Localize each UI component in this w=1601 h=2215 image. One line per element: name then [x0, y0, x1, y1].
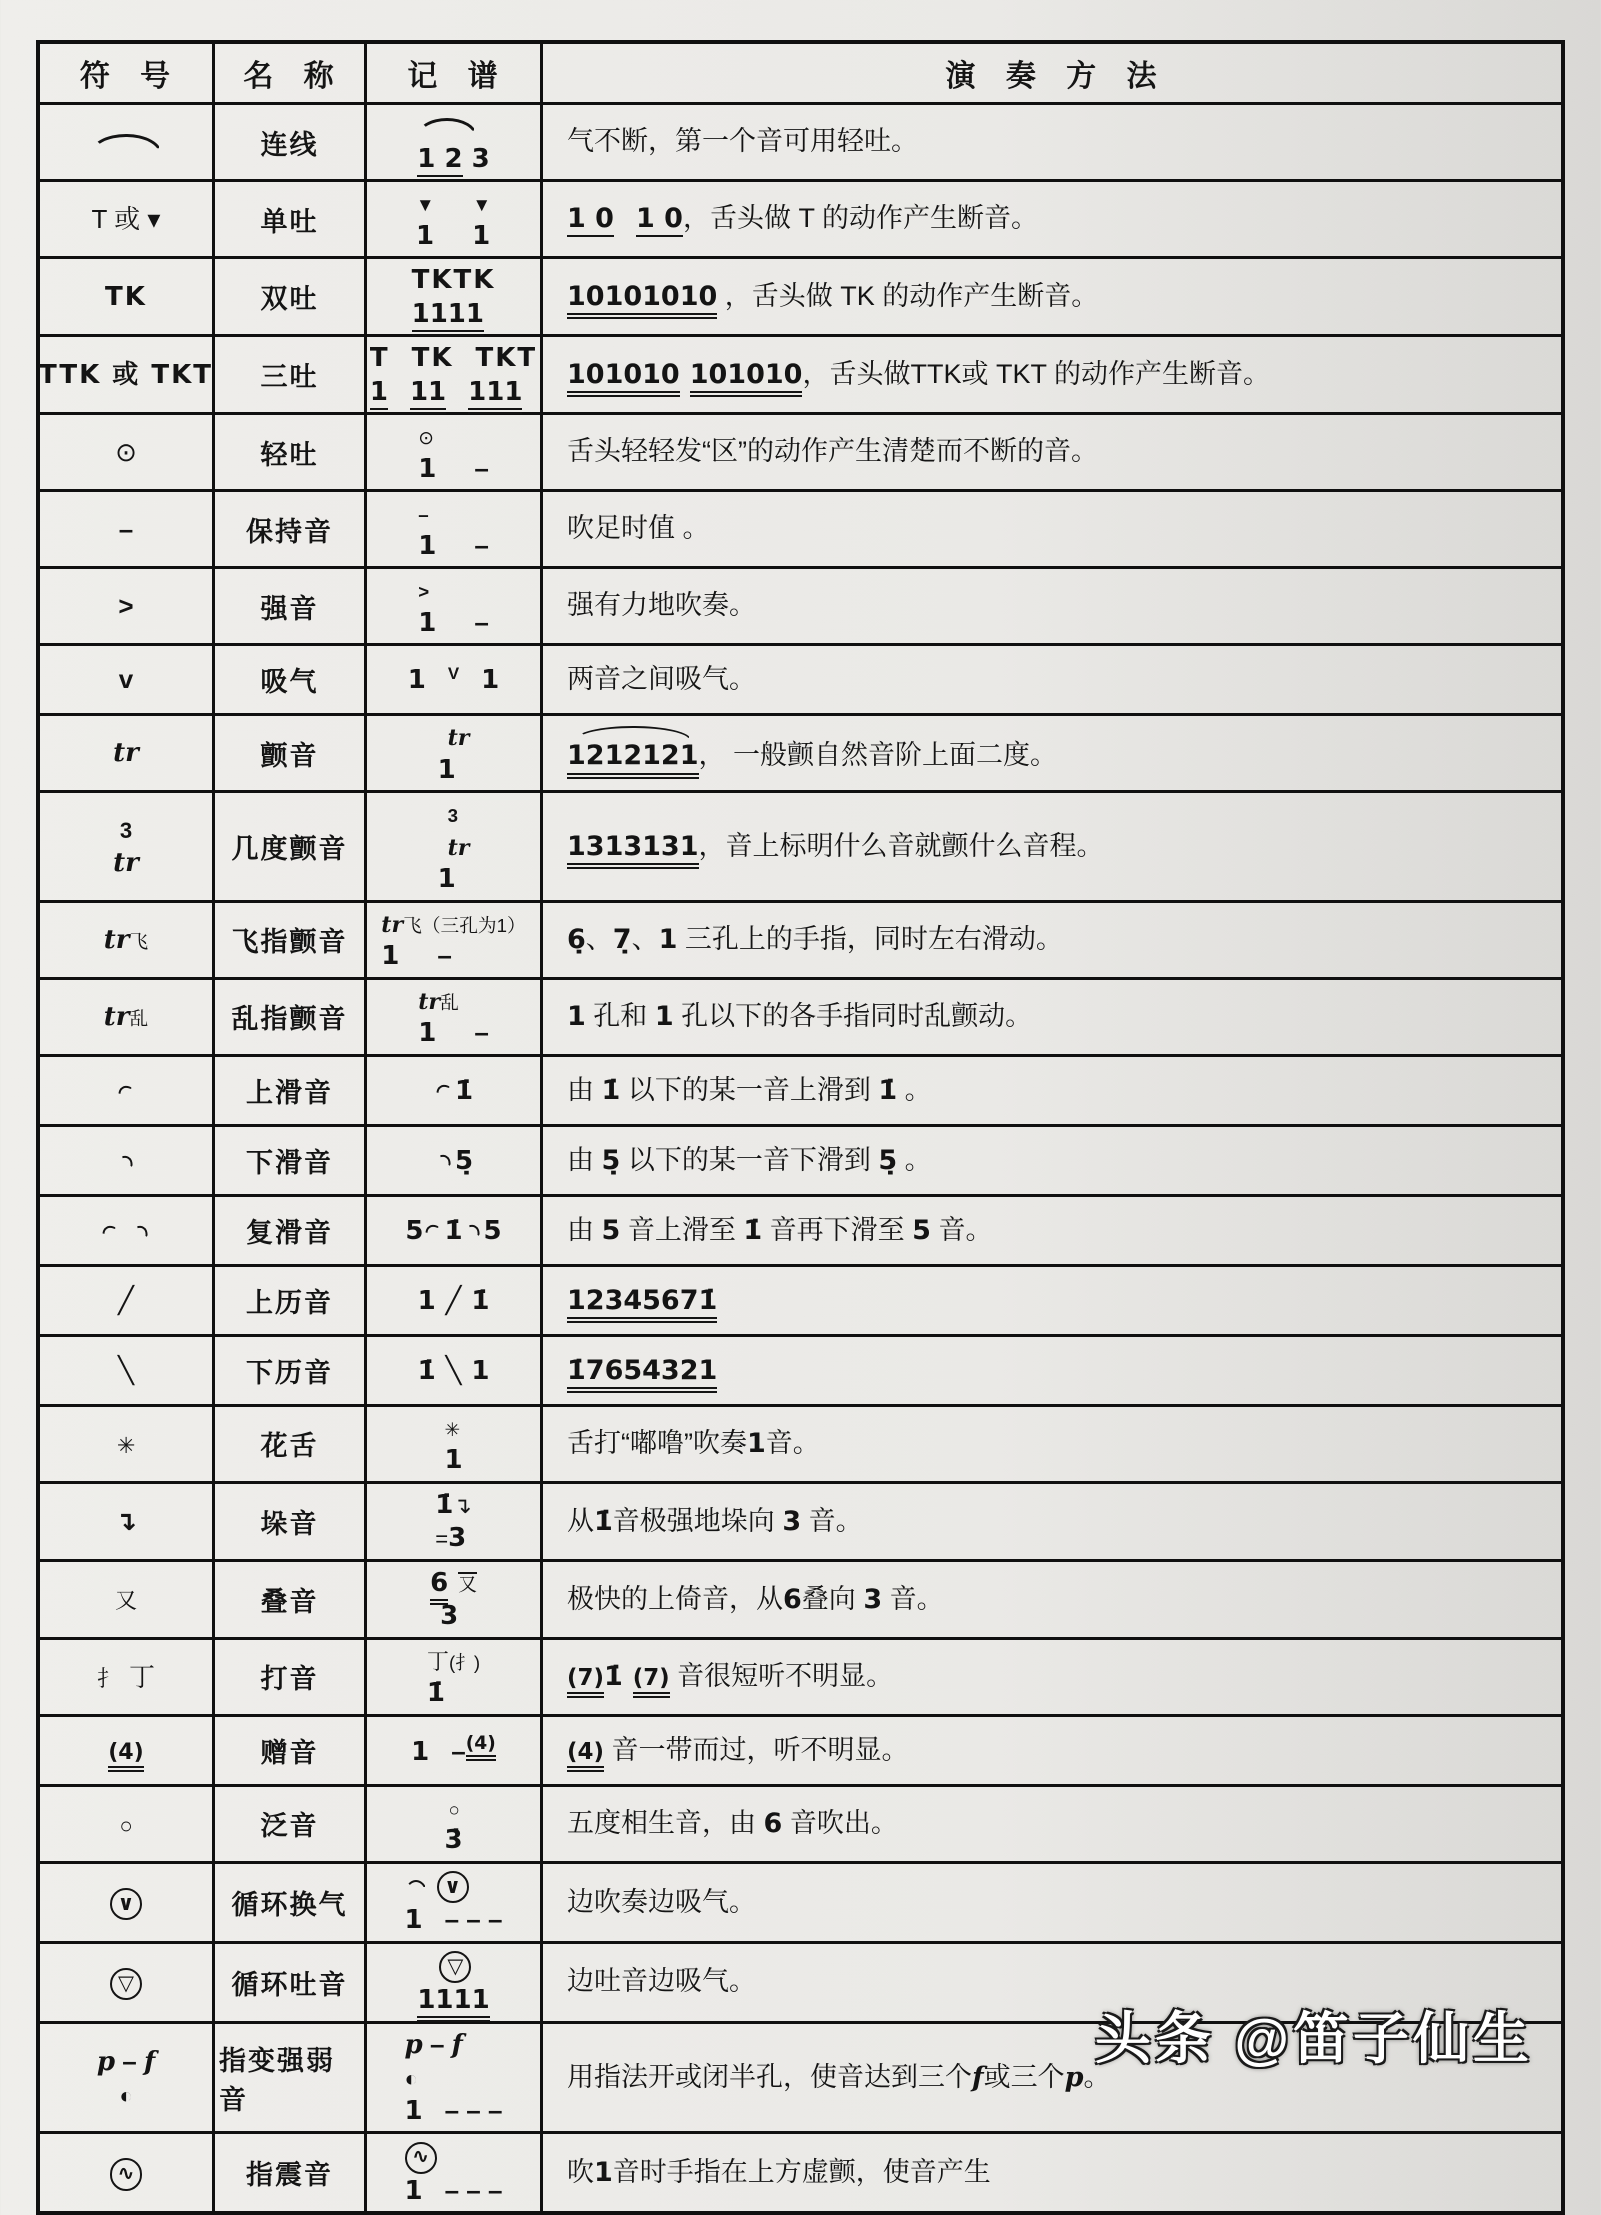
technique-symbol: ▽: [110, 1965, 142, 2000]
notation-cell: [364, 1787, 540, 1861]
name-cell: [212, 105, 364, 179]
header-method: 演 奏 方 法: [540, 44, 1561, 102]
method-cell: [540, 1407, 1561, 1481]
name-cell: [212, 1407, 364, 1481]
method-cell: [540, 646, 1561, 713]
technique-symbol: v: [118, 664, 134, 695]
table-row: [40, 1559, 1561, 1637]
name-cell: [212, 2024, 364, 2132]
notation-example: ∨ 1 – – –: [405, 1868, 503, 1937]
symbol-cell: [40, 793, 212, 900]
table-row: [40, 900, 1561, 977]
method-cell: [540, 569, 1561, 643]
method-description: 由 5 音上滑至 1̇ 音再下滑至 5 音。: [567, 1214, 993, 1246]
method-description: (4) 音一带而过，听不明显。: [567, 1734, 908, 1768]
method-cell: [540, 1484, 1561, 1559]
symbol-cell: [40, 569, 212, 643]
symbol-cell: [40, 1864, 212, 1941]
name-cell: [212, 1337, 364, 1404]
notation-example: 丁(扌) 1̇: [426, 1648, 481, 1709]
method-cell: [540, 1337, 1561, 1404]
notation-cell: [364, 903, 540, 977]
name-cell: [212, 337, 364, 412]
method-cell: [540, 903, 1561, 977]
notation-cell: [364, 1407, 540, 1481]
table-row: [40, 489, 1561, 566]
method-description: 舌打“嘟噜”吹奏1音。: [567, 1428, 820, 1460]
notation-example: ✳ 1: [444, 1418, 463, 1476]
watermark: 头条 @笛子仙生: [1094, 2007, 1533, 2070]
notation-cell: [364, 2134, 540, 2211]
technique-name: 叠音: [260, 1586, 319, 1617]
method-description: 用指法开或闭半孔，使音达到三个f或三个p。: [567, 2061, 1111, 2093]
symbol-cell: [40, 1337, 212, 1404]
technique-name: 强音: [260, 593, 319, 624]
name-cell: [212, 793, 364, 900]
symbol-cell: [40, 415, 212, 489]
notation-cell: [364, 182, 540, 256]
name-cell: [212, 1267, 364, 1334]
technique-name: 垛音: [260, 1508, 319, 1539]
method-description: 吹1音时手指在上方虚颤，使音产生: [567, 2156, 991, 2188]
method-description: 边吐音边吸气。: [567, 1966, 756, 1997]
notation-example: tr乱 1 –: [418, 988, 489, 1049]
notation-example: 1 ╱ 1̇: [417, 1284, 490, 1316]
header-notation: 记 谱: [364, 44, 540, 102]
notation-cell: [364, 492, 540, 566]
technique-symbol: ⊙: [115, 436, 137, 467]
name-cell: [212, 1127, 364, 1194]
technique-name: 保持音: [246, 516, 333, 547]
method-description: 101010 101010，舌头做TTK或 TKT 的动作产生断音。: [567, 358, 1270, 392]
notation-cell: [364, 105, 540, 179]
technique-name: 几度颤音: [231, 833, 348, 864]
method-cell: [540, 259, 1561, 334]
technique-name: 单吐: [260, 206, 319, 237]
symbol-cell: [40, 259, 212, 334]
notation-cell: [364, 1484, 540, 1559]
notation-example: 6 又 3: [430, 1567, 477, 1632]
table-row: [40, 1054, 1561, 1124]
method-description: 1 0 1 0，舌头做 T 的动作产生断音。: [567, 202, 1038, 236]
technique-symbol: >: [118, 590, 134, 621]
method-description: 6̣、7̣、1 三孔上的手指，同时左右滑动。: [567, 923, 1063, 955]
method-description: 1 孔和 1 孔以下的各手指同时乱颤动。: [567, 1001, 1033, 1032]
notation-example: 3 tr 1: [437, 805, 470, 895]
table-row: [40, 1264, 1561, 1334]
technique-symbol: ↴: [115, 1506, 137, 1537]
table-row: [40, 977, 1561, 1054]
table-row: [40, 1124, 1561, 1194]
symbol-cell: [40, 1717, 212, 1784]
name-cell: [212, 1640, 364, 1714]
method-cell: [540, 105, 1561, 179]
notation-cell: [364, 1127, 540, 1194]
table-row: [40, 713, 1561, 790]
technique-name: 颤音: [260, 740, 319, 771]
technique-symbol: 扌 丁: [96, 1661, 156, 1692]
symbol-cell: [40, 1057, 212, 1124]
table-row: [40, 1784, 1561, 1861]
technique-symbol: tr飞: [103, 925, 149, 956]
method-description: 从1̇音极强地垛向 3 音。: [567, 1505, 863, 1537]
technique-symbol: ╱: [118, 1285, 134, 1316]
notation-cell: [364, 1944, 540, 2021]
symbol-cell: [40, 2134, 212, 2211]
notation-cell: [364, 793, 540, 900]
table-row: [40, 1481, 1561, 1559]
table-row: [40, 1637, 1561, 1714]
notation-example: T TK TKT 1 11 111: [370, 341, 537, 408]
method-description: 气不断，第一个音可用轻吐。: [567, 126, 918, 157]
symbol-cell: [40, 105, 212, 179]
technique-table: [36, 40, 1565, 2215]
name-cell: [212, 903, 364, 977]
symbol-cell: [40, 182, 212, 256]
name-cell: [212, 1944, 364, 2021]
technique-name: 循环换气: [231, 1889, 348, 1920]
notation-example: ⊙ 1 –: [418, 427, 489, 484]
method-cell: [540, 1057, 1561, 1124]
technique-name: 指变强弱音: [219, 2045, 335, 2115]
symbol-cell: [40, 903, 212, 977]
notation-cell: [364, 337, 540, 412]
symbol-cell: [40, 1197, 212, 1264]
technique-symbol: T 或 ▾: [91, 203, 161, 234]
technique-symbol: ✳: [116, 1432, 136, 1458]
technique-symbol: 3 tr: [113, 818, 139, 878]
notation-cell: [364, 1337, 540, 1404]
method-cell: [540, 1787, 1561, 1861]
method-cell: [540, 182, 1561, 256]
notation-example: tr飞（三孔为1） 1 –: [381, 911, 526, 972]
symbol-cell: [40, 2024, 212, 2132]
method-description: 舌头轻轻发“区”的动作产生清楚而不断的音。: [567, 436, 1098, 467]
technique-name: 上滑音: [246, 1077, 333, 1108]
technique-symbol: [116, 1074, 137, 1107]
notation-example: 1̇ ╲ 1: [417, 1354, 490, 1386]
method-cell: [540, 2134, 1561, 2211]
notation-cell: [364, 1057, 540, 1124]
technique-symbol: tr: [113, 738, 139, 769]
technique-symbol: [100, 1214, 152, 1247]
notation-example: ▼ ▼ 1 1: [415, 194, 492, 251]
notation-example: tr 1: [437, 725, 470, 785]
method-description: 10101010 ，舌头做 TK 的动作产生断音。: [567, 280, 1098, 314]
method-cell: [540, 337, 1561, 412]
notation-example: 1 –$^{(4)}$: [411, 1733, 496, 1768]
technique-name: 下历音: [246, 1357, 333, 1388]
method-description: 两音之间吸气。: [567, 663, 756, 694]
technique-name: 指震音: [246, 2160, 333, 2191]
technique-symbol: ○: [119, 1812, 133, 1838]
name-cell: [212, 1787, 364, 1861]
name-cell: [212, 2134, 364, 2211]
notation-cell: [364, 1717, 540, 1784]
technique-symbol: ∨: [110, 1885, 142, 1920]
technique-name: 循环吐音: [231, 1969, 348, 2000]
notation-example: ○ 3̇: [444, 1798, 463, 1856]
method-description: 边吹奏边吸气。: [567, 1886, 756, 1917]
technique-symbol: ╲: [118, 1355, 134, 1386]
method-cell: [540, 1197, 1561, 1264]
technique-symbol: (4): [108, 1734, 144, 1767]
technique-name: 花舌: [260, 1431, 319, 1462]
notation-example: p – f ◐ 1 – – –: [404, 2028, 503, 2126]
table-row: [40, 334, 1561, 412]
notation-example: ∿ 1 – – –: [405, 2138, 503, 2207]
technique-name: 下滑音: [246, 1147, 333, 1178]
method-cell: [540, 492, 1561, 566]
method-cell: [540, 980, 1561, 1054]
technique-symbol: TK: [105, 281, 147, 312]
table-header-row: [40, 44, 1561, 102]
table-row: [40, 1861, 1561, 1941]
symbol-cell: [40, 646, 212, 713]
name-cell: [212, 259, 364, 334]
table-row: [40, 790, 1561, 900]
table-row: [40, 179, 1561, 256]
notation-cell: [364, 1640, 540, 1714]
technique-symbol: tr乱: [103, 1002, 149, 1033]
header-name: 名 称: [212, 44, 364, 102]
table-row: [40, 2131, 1561, 2211]
name-cell: [212, 492, 364, 566]
method-description: 由 1̇ 以下的某一音上滑到 1̇ 。: [567, 1074, 932, 1106]
notation-cell: [364, 415, 540, 489]
method-description: 极快的上倚音，从6叠向 3 音。: [567, 1583, 944, 1615]
technique-name: 打音: [260, 1664, 319, 1695]
method-cell: [540, 1864, 1561, 1941]
notation-example: 1 2 3: [417, 109, 489, 175]
notation-example: TKTK 1111: [412, 263, 496, 330]
notation-example: 5̣: [434, 1144, 473, 1178]
method-description: 由 5̣ 以下的某一音下滑到 5̣ 。: [567, 1144, 932, 1176]
technique-name: 吸气: [260, 667, 319, 697]
symbol-cell: [40, 1787, 212, 1861]
method-cell: [540, 1640, 1561, 1714]
method-description: (7)1̇ (7) 音很短听不明显。: [567, 1660, 893, 1694]
name-cell: [212, 569, 364, 643]
technique-name: 乱指颤音: [231, 1004, 348, 1035]
technique-name: 上历音: [246, 1287, 333, 1318]
symbol-cell: [40, 337, 212, 412]
table-row: [40, 1714, 1561, 1784]
symbol-cell: [40, 492, 212, 566]
symbol-cell: [40, 1407, 212, 1481]
method-description: 1212121， 一般颤自然音阶上面二度。: [567, 727, 1057, 780]
technique-name: 双吐: [260, 284, 319, 314]
technique-name: 连线: [260, 129, 319, 160]
method-description: 强有力地吹奏。: [567, 590, 756, 621]
technique-name: 泛音: [260, 1811, 319, 1842]
notation-example: ▽ 1111: [417, 1948, 489, 2017]
method-cell: [540, 1717, 1561, 1784]
name-cell: [212, 1562, 364, 1637]
technique-name: 轻吐: [260, 439, 319, 470]
table-row: [40, 102, 1561, 179]
name-cell: [212, 646, 364, 713]
symbol-cell: [40, 1944, 212, 2021]
symbol-cell: [40, 1562, 212, 1637]
name-cell: [212, 980, 364, 1054]
method-description: 五度相生音，由 6 音吹出。: [567, 1808, 898, 1840]
technique-symbol: –: [118, 513, 134, 544]
header-symbol: 符 号: [79, 60, 173, 93]
notation-cell: [364, 646, 540, 713]
technique-name: 飞指颤音: [231, 927, 348, 958]
method-cell: [540, 1127, 1561, 1194]
method-cell: [540, 415, 1561, 489]
table-row: [40, 1194, 1561, 1264]
table-body: [40, 102, 1561, 2211]
symbol-cell: [40, 1267, 212, 1334]
table-row: [40, 412, 1561, 489]
table-row: [40, 566, 1561, 643]
notation-cell: [364, 2024, 540, 2132]
name-cell: [212, 1864, 364, 1941]
name-cell: [212, 182, 364, 256]
technique-name: 复滑音: [246, 1217, 333, 1248]
technique-name: 赠音: [260, 1737, 319, 1768]
method-cell: [540, 1267, 1561, 1334]
symbol-cell: [40, 1127, 212, 1194]
name-cell: [212, 415, 364, 489]
technique-symbol: [116, 1144, 137, 1177]
notation-example: > 1 –: [418, 581, 489, 638]
notation-cell: [364, 259, 540, 334]
technique-symbol: ∿: [110, 2155, 142, 2190]
technique-symbol: p – f ◐: [96, 2045, 156, 2109]
symbol-cell: [40, 716, 212, 790]
symbol-cell: [40, 1484, 212, 1559]
notation-cell: [364, 1562, 540, 1637]
notation-example: 1̇↴ =3: [435, 1489, 472, 1554]
method-cell: [540, 1562, 1561, 1637]
notation-cell: [364, 716, 540, 790]
table-row: [40, 643, 1561, 713]
notation-example: 5 1̇ 5: [405, 1215, 502, 1246]
symbol-cell: [40, 1640, 212, 1714]
name-cell: [212, 1057, 364, 1124]
notation-cell: [364, 980, 540, 1054]
notation-cell: [364, 1864, 540, 1941]
technique-symbol: TTK 或 TKT: [39, 359, 213, 390]
notation-cell: [364, 1197, 540, 1264]
name-cell: [212, 1717, 364, 1784]
method-cell: [540, 793, 1561, 900]
technique-symbol: [90, 126, 162, 159]
method-description: 吹足时值 。: [567, 513, 710, 544]
technique-symbol: 又: [114, 1588, 138, 1614]
notation-example: – 1 –: [418, 504, 489, 561]
name-cell: [212, 1484, 364, 1559]
method-description: 1313131，音上标明什么音就颤什么音程。: [567, 830, 1104, 864]
method-description: 1̇7654321: [567, 1354, 717, 1388]
symbol-cell: [40, 980, 212, 1054]
table-row: [40, 1334, 1561, 1404]
table-row: [40, 1404, 1561, 1481]
name-cell: [212, 716, 364, 790]
name-cell: [212, 1197, 364, 1264]
notation-example: 1 $^V$ 1: [407, 664, 500, 695]
method-cell: [540, 716, 1561, 790]
method-description: 12345671̇: [567, 1284, 717, 1318]
technique-name: 三吐: [260, 362, 319, 392]
notation-cell: [364, 1267, 540, 1334]
notation-example: 1̇: [434, 1074, 473, 1108]
table-row: [40, 256, 1561, 334]
notation-cell: [364, 569, 540, 643]
